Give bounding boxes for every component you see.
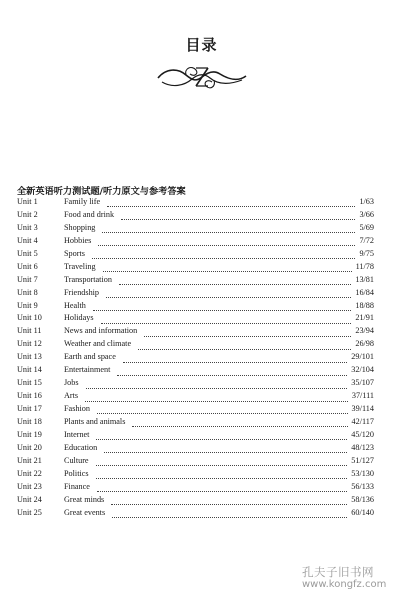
toc-topic: Traveling: [64, 261, 96, 271]
toc-page-numbers: 53/130: [351, 468, 374, 478]
toc-page-numbers: 32/104: [351, 365, 374, 375]
toc-entry: [17, 455, 374, 468]
toc-dot-leader: [96, 471, 348, 479]
toc-page-numbers: 13/81: [355, 274, 374, 284]
toc-topic: Politics: [64, 468, 89, 478]
toc-page-numbers: 48/123: [351, 442, 374, 452]
toc-topic: Transportation: [64, 274, 112, 284]
toc-entry: [17, 338, 374, 351]
toc-page-numbers: 37/111: [351, 391, 374, 401]
toc-entry: [17, 403, 374, 416]
toc-entry: [17, 300, 374, 313]
toc-topic: Culture: [64, 455, 89, 465]
toc-topic: Shopping: [64, 222, 96, 232]
toc-dot-leader: [123, 355, 347, 363]
toc-unit-number: Unit 25: [17, 507, 42, 517]
toc-dot-leader: [144, 329, 351, 337]
toc-unit-number: Unit 13: [17, 352, 42, 362]
toc-entry: [17, 235, 374, 248]
toc-dot-leader: [85, 394, 348, 402]
toc-page-numbers: 45/120: [351, 429, 374, 439]
toc-unit-number: Unit 20: [17, 442, 42, 452]
toc-page-numbers: 21/91: [355, 313, 374, 323]
toc-unit-number: Unit 2: [17, 209, 38, 219]
page-title: 目录: [185, 36, 218, 54]
toc-dot-leader: [97, 406, 348, 414]
toc-page-numbers: 35/107: [351, 378, 374, 388]
toc-dot-leader: [103, 264, 352, 272]
toc-page-numbers: 23/94: [355, 326, 374, 336]
toc-topic: Great minds: [64, 494, 105, 504]
toc-dot-leader: [96, 432, 347, 440]
toc-entry: [17, 222, 374, 235]
toc-unit-number: Unit 7: [17, 274, 38, 284]
toc-page-numbers: 58/136: [351, 494, 374, 504]
watermark-site-name: 孔夫子旧书网: [302, 565, 374, 579]
toc-unit-number: Unit 15: [17, 378, 42, 388]
toc-page-numbers: 11/78: [355, 261, 374, 271]
toc-dot-leader: [101, 316, 352, 324]
toc-topic: Plants and animals: [64, 416, 126, 426]
toc-unit-number: Unit 24: [17, 494, 42, 504]
section-heading: 全新英语听力测试题/听力原文与参考答案: [17, 186, 186, 197]
toc-unit-number: Unit 23: [17, 481, 42, 491]
toc-page-numbers: 29/101: [351, 352, 374, 362]
toc-dot-leader: [98, 238, 355, 246]
toc-page-numbers: 5/69: [359, 222, 374, 232]
toc-dot-leader: [107, 199, 355, 207]
toc-entry: [17, 416, 374, 429]
toc-dot-leader: [121, 212, 355, 220]
toc-entry: [17, 377, 374, 390]
toc-topic: Sports: [64, 248, 85, 258]
toc-unit-number: Unit 11: [17, 326, 42, 336]
toc-topic: Finance: [64, 481, 90, 491]
toc-entry: [17, 364, 374, 377]
toc-dot-leader: [86, 381, 348, 389]
toc-unit-number: Unit 17: [17, 404, 42, 413]
toc-unit-number: Unit 19: [17, 429, 42, 439]
toc-unit-number: Unit 22: [17, 468, 42, 478]
toc-entry: [17, 274, 374, 287]
toc-page-numbers: 60/140: [351, 507, 374, 517]
toc-unit-number: Unit 21: [17, 455, 42, 465]
toc-topic: Arts: [64, 391, 79, 401]
toc-entry: [17, 351, 374, 364]
toc-entry: [17, 429, 374, 442]
toc-topic: Education: [64, 442, 98, 452]
toc-topic: Hobbies: [64, 235, 92, 245]
toc-topic: Friendship: [64, 287, 100, 297]
toc-unit-number: Unit 12: [17, 339, 42, 349]
toc-topic: Food and drink: [64, 209, 115, 219]
toc-page-numbers: 16/84: [355, 287, 374, 297]
toc-dot-leader: [92, 251, 356, 259]
toc-page-numbers: 56/133: [351, 481, 374, 491]
toc-topic: Weather and climate: [64, 339, 132, 349]
toc-dot-leader: [97, 484, 347, 492]
watermark-url: www.kongfz.com: [302, 578, 387, 590]
toc-unit-number: Unit 5: [17, 248, 38, 258]
toc-entry: [17, 312, 374, 325]
toc-unit-number: Unit 14: [17, 365, 42, 375]
toc-entry: [17, 494, 374, 507]
toc-page-numbers: 3/66: [359, 209, 374, 219]
toc-entry: [17, 468, 374, 481]
toc-topic: Great events: [64, 507, 106, 517]
toc-unit-number: Unit 9: [17, 300, 38, 310]
watermark: [302, 566, 386, 590]
toc-entry: [17, 481, 374, 494]
toc-entry: [17, 325, 374, 338]
toc-dot-leader: [93, 303, 352, 311]
toc-topic: Health: [64, 300, 86, 310]
toc-dot-leader: [119, 277, 351, 285]
toc-dot-leader: [111, 497, 347, 505]
toc-entry: [17, 442, 374, 455]
toc-dot-leader: [112, 510, 347, 518]
toc-page-numbers: 18/88: [355, 300, 374, 310]
toc-unit-number: Unit 10: [17, 313, 42, 323]
toc-topic: Fashion: [64, 404, 90, 413]
toc-topic: Family life: [64, 197, 101, 206]
toc-page-numbers: 9/75: [359, 248, 374, 258]
toc-dot-leader: [102, 225, 355, 233]
toc-entry: [17, 209, 374, 222]
toc-topic: News and information: [64, 326, 138, 336]
toc-dot-leader: [106, 290, 351, 298]
toc-entry: [17, 261, 374, 274]
toc-unit-number: Unit 18: [17, 416, 42, 426]
toc-dot-leader: [104, 445, 347, 453]
toc-unit-number: Unit 3: [17, 222, 38, 232]
toc-entry: [17, 390, 374, 403]
toc-page-numbers: 39/114: [351, 404, 374, 413]
toc-entry: [17, 507, 374, 520]
toc-dot-leader: [117, 368, 347, 376]
toc-entry: [17, 248, 374, 261]
toc-unit-number: Unit 4: [17, 235, 38, 245]
toc-dot-leader: [132, 419, 347, 427]
toc-entry: [17, 287, 374, 300]
toc-entry: [17, 196, 374, 209]
toc-page-numbers: 7/72: [359, 235, 374, 245]
toc-topic: Earth and space: [64, 352, 116, 362]
toc-page-numbers: 42/117: [351, 416, 374, 426]
toc-dot-leader: [138, 342, 351, 350]
flourish-ornament-icon: [156, 62, 248, 92]
toc-unit-number: Unit 6: [17, 261, 38, 271]
toc-unit-number: Unit 8: [17, 287, 38, 297]
toc-topic: Internet: [64, 429, 90, 439]
toc-topic: Jobs: [64, 378, 79, 388]
toc-topic: Entertainment: [64, 365, 111, 375]
toc-page-numbers: 26/98: [355, 339, 374, 349]
toc-unit-number: Unit 1: [17, 197, 38, 206]
toc-page-numbers: 51/127: [351, 455, 374, 465]
toc-unit-number: Unit 16: [17, 391, 42, 401]
toc-dot-leader: [96, 458, 348, 466]
toc-page-numbers: 1/63: [359, 197, 374, 206]
toc-topic: Holidays: [64, 313, 94, 323]
table-of-contents: [17, 196, 374, 519]
